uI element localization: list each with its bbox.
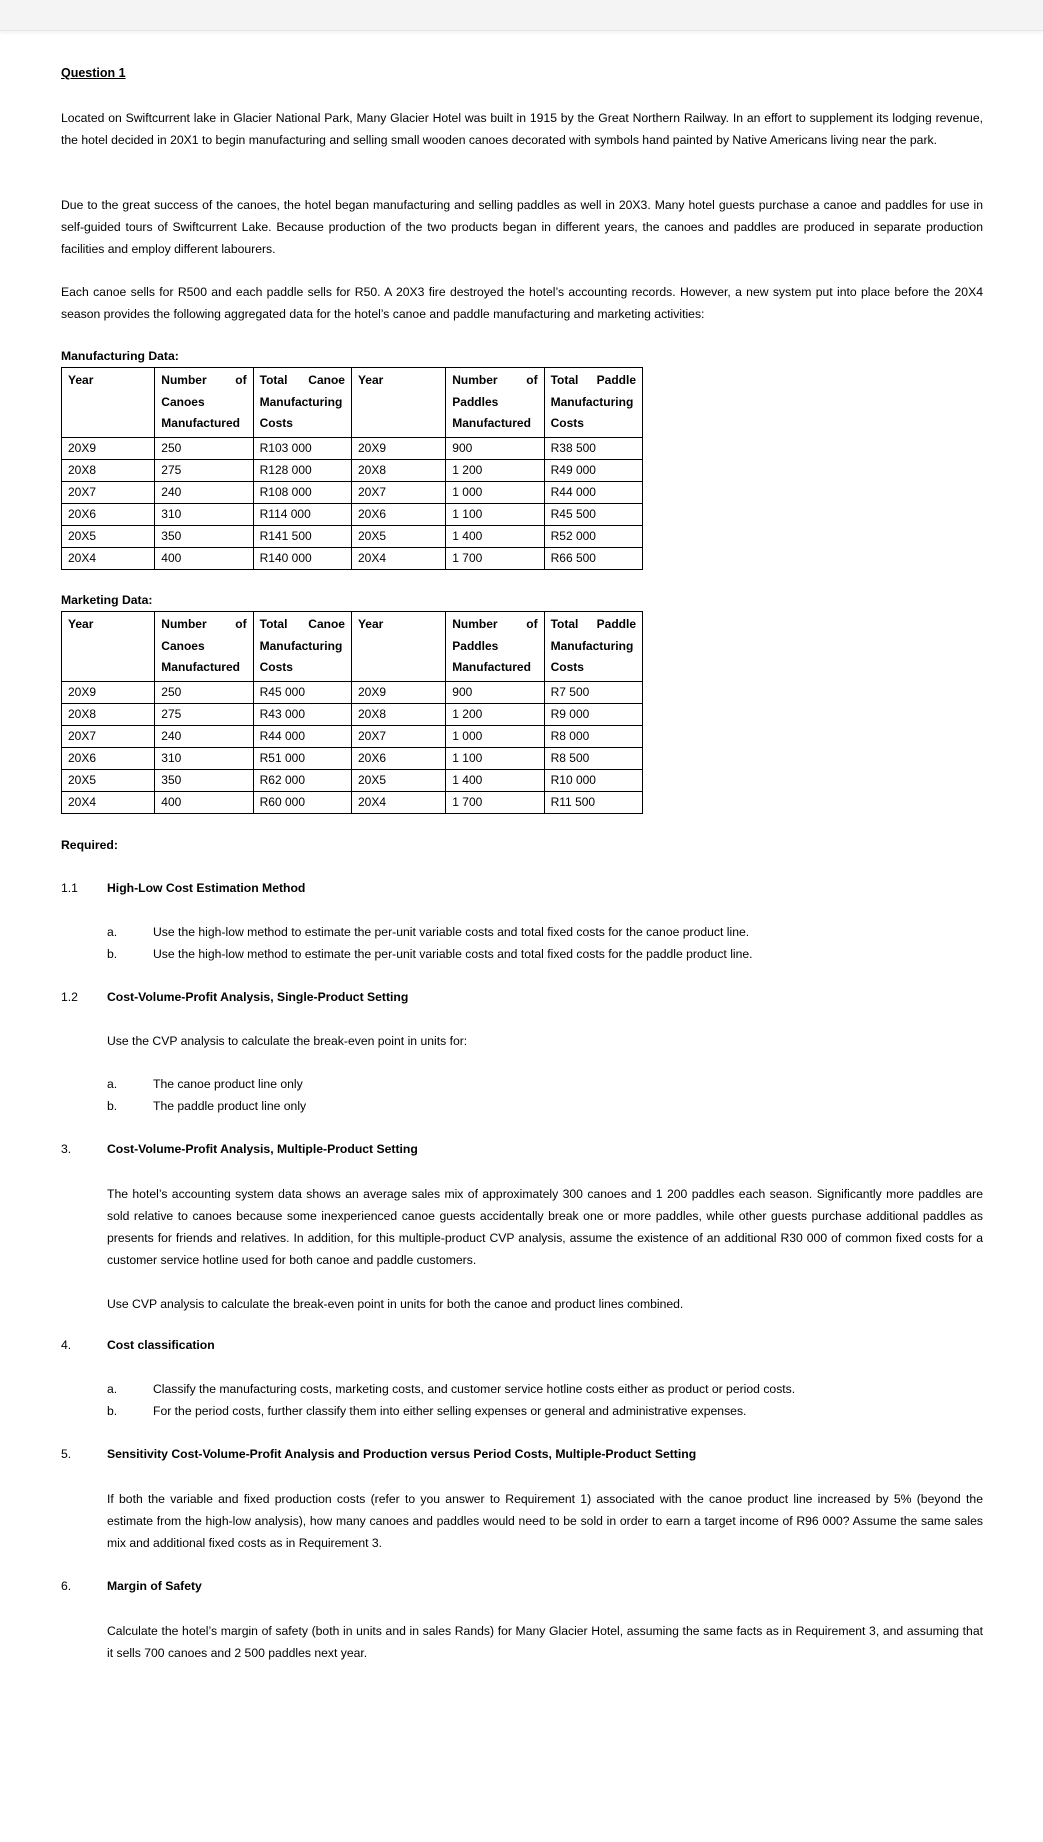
- header-paddles: Number of Paddles Manufactured: [446, 368, 544, 438]
- section-number: 1.2: [61, 990, 78, 1004]
- header-canoes: Number of Canoes Manufactured: [155, 612, 253, 682]
- header-year-2: Year: [351, 612, 445, 682]
- intro-paragraph-1: Located on Swiftcurrent lake in Glacier National Park, Many Glacier Hotel was built in 1915 by the Great Northern Railway. In an effort to supplement its lodging revenue, the hotel decided in 20X1 to begin manufacturing and selling small wooden canoes decorated with symbols hand painted by Native Americans living near the park.: [61, 111, 983, 147]
- table-cell: 275: [155, 459, 253, 481]
- table-cell: R103 000: [253, 437, 351, 459]
- manufacturing-table: [61, 367, 643, 570]
- table-cell: R141 500: [253, 525, 351, 547]
- table-cell: R51 000: [253, 747, 351, 769]
- table-cell: 1 400: [446, 525, 544, 547]
- table-cell: R49 000: [544, 459, 642, 481]
- table-cell: 20X5: [351, 525, 445, 547]
- table-cell: 20X8: [351, 703, 445, 725]
- table-row: [62, 525, 643, 547]
- table-cell: 400: [155, 791, 253, 813]
- table-cell: 20X5: [62, 525, 155, 547]
- table-cell: R44 000: [544, 481, 642, 503]
- table-cell: 1 100: [446, 503, 544, 525]
- item-label: b.: [107, 947, 118, 961]
- table-cell: 20X8: [62, 703, 155, 725]
- table-cell: 1 700: [446, 791, 544, 813]
- table-cell: R11 500: [544, 791, 642, 813]
- table-cell: 275: [155, 703, 253, 725]
- item-text: The paddle product line only: [153, 1099, 307, 1113]
- table-cell: 20X4: [62, 791, 155, 813]
- table-cell: 20X9: [62, 681, 155, 703]
- table-cell: 20X7: [351, 481, 445, 503]
- table-cell: 250: [155, 681, 253, 703]
- table-row: [62, 459, 643, 481]
- table-cell: R52 000: [544, 525, 642, 547]
- table-cell: 20X9: [351, 681, 445, 703]
- table-cell: 310: [155, 503, 253, 525]
- table-cell: 310: [155, 747, 253, 769]
- table-row: [62, 725, 643, 747]
- manufacturing-data-label: Manufacturing Data:: [61, 349, 179, 363]
- table-cell: 20X6: [62, 503, 155, 525]
- table-cell: R10 000: [544, 769, 642, 791]
- table-cell: 20X8: [62, 459, 155, 481]
- item-text: For the period costs, further classify them into either selling expenses or general and administrative expenses.: [153, 1404, 747, 1418]
- section-title: High-Low Cost Estimation Method: [107, 881, 306, 895]
- section-title: Cost-Volume-Profit Analysis, Single-Product Setting: [107, 990, 409, 1004]
- header-paddles: Number of Paddles Manufactured: [446, 612, 544, 682]
- table-row: [62, 481, 643, 503]
- table-cell: 250: [155, 437, 253, 459]
- table-cell: R8 500: [544, 747, 642, 769]
- marketing-table: [61, 611, 643, 814]
- header-year-2: Year: [351, 368, 445, 438]
- section-paragraph: The hotel’s accounting system data shows an average sales mix of approximately 300 canoes and 1 200 paddles each season. Significantly more paddles are sold relative to canoes because some inexperienced canoe guests accidentally break one or more paddles, while other guests purchase additional paddles as presents for friends and relatives. In addition, for this multiple-product CVP analysis, assume the existence of an additional R30 000 of common fixed costs for a customer service hotline used for both canoe and paddle customers.: [107, 1187, 983, 1267]
- section-paragraph: Use CVP analysis to calculate the break-even point in units for both the canoe and product lines combined.: [107, 1297, 684, 1311]
- table-cell: 20X4: [62, 547, 155, 569]
- item-text: Use the high-low method to estimate the per-unit variable costs and total fixed costs for the canoe product line.: [153, 925, 750, 939]
- item-label: a.: [107, 925, 118, 939]
- section-title: Sensitivity Cost-Volume-Profit Analysis and Production versus Period Costs, Multiple-Product Setting: [107, 1447, 697, 1461]
- table-cell: 20X6: [351, 747, 445, 769]
- table-cell: 1 700: [446, 547, 544, 569]
- item-text: Use the high-low method to estimate the per-unit variable costs and total fixed costs for the paddle product line.: [153, 947, 753, 961]
- table-row: [62, 503, 643, 525]
- item-label: b.: [107, 1404, 118, 1418]
- table-cell: 20X7: [62, 481, 155, 503]
- table-cell: 350: [155, 769, 253, 791]
- section-title: Cost classification: [107, 1338, 215, 1352]
- table-cell: 20X8: [351, 459, 445, 481]
- table-cell: 20X6: [351, 503, 445, 525]
- table-row: [62, 547, 643, 569]
- table-cell: R45 000: [253, 681, 351, 703]
- table-header-row: [62, 368, 643, 438]
- intro-paragraph-3: Each canoe sells for R500 and each paddle sells for R50. A 20X3 fire destroyed the hotel’s accounting records. However, a new system put into place before the 20X4 season provides the following aggregated data for the hotel’s canoe and paddle manufacturing and marketing activities:: [61, 285, 983, 321]
- table-cell: R128 000: [253, 459, 351, 481]
- table-cell: 20X9: [351, 437, 445, 459]
- table-cell: R9 000: [544, 703, 642, 725]
- table-cell: R66 500: [544, 547, 642, 569]
- table-cell: 900: [446, 437, 544, 459]
- section-paragraph: Calculate the hotel’s margin of safety (both in units and in sales Rands) for Many Glacier Hotel, assuming the same facts as in Requirement 3, and assuming that it sells 700 canoes and 2 500 paddles next year.: [107, 1624, 983, 1660]
- section-title: Margin of Safety: [107, 1579, 202, 1593]
- table-cell: 240: [155, 481, 253, 503]
- section-number: 1.1: [61, 881, 78, 895]
- table-cell: 20X5: [351, 769, 445, 791]
- section-number: 6.: [61, 1579, 72, 1593]
- section-intro: Use the CVP analysis to calculate the break-even point in units for:: [107, 1034, 468, 1048]
- table-cell: 20X4: [351, 547, 445, 569]
- item-label: a.: [107, 1382, 118, 1396]
- question-title: Question 1: [61, 66, 126, 80]
- table-cell: 1 400: [446, 769, 544, 791]
- table-cell: R38 500: [544, 437, 642, 459]
- table-cell: R114 000: [253, 503, 351, 525]
- table-row: [62, 791, 643, 813]
- table-cell: 20X6: [62, 747, 155, 769]
- table-cell: R45 500: [544, 503, 642, 525]
- table-cell: R62 000: [253, 769, 351, 791]
- header-canoe-costs: Total Canoe Manufacturing Costs: [253, 612, 351, 682]
- item-text: The canoe product line only: [153, 1077, 303, 1091]
- table-cell: 1 200: [446, 703, 544, 725]
- marketing-data-label: Marketing Data:: [61, 593, 153, 607]
- table-cell: 1 000: [446, 481, 544, 503]
- table-cell: R7 500: [544, 681, 642, 703]
- table-header-row: [62, 612, 643, 682]
- table-cell: 20X9: [62, 437, 155, 459]
- header-canoe-costs: Total Canoe Manufacturing Costs: [253, 368, 351, 438]
- table-cell: 20X7: [351, 725, 445, 747]
- table-cell: R60 000: [253, 791, 351, 813]
- section-number: 3.: [61, 1142, 72, 1156]
- table-cell: R43 000: [253, 703, 351, 725]
- table-row: [62, 769, 643, 791]
- table-row: [62, 437, 643, 459]
- table-cell: R44 000: [253, 725, 351, 747]
- table-cell: 20X7: [62, 725, 155, 747]
- viewer-toolbar: [0, 0, 1043, 31]
- table-cell: 400: [155, 547, 253, 569]
- section-paragraph: If both the variable and fixed production costs (refer to you answer to Requirement 1) associated with the canoe product line increased by 5% (beyond the estimate from the high-low analysis), how many canoes and paddles would need to be sold in order to earn a target income of R96 000? Assume the same sales mix and additional fixed costs as in Requirement 3.: [107, 1492, 983, 1550]
- header-paddle-costs: Total Paddle Manufacturing Costs: [544, 368, 642, 438]
- section-number: 5.: [61, 1447, 72, 1461]
- header-canoes: Number of Canoes Manufactured: [155, 368, 253, 438]
- header-year: Year: [62, 612, 155, 682]
- table-cell: 1 100: [446, 747, 544, 769]
- table-cell: 20X5: [62, 769, 155, 791]
- table-cell: R108 000: [253, 481, 351, 503]
- section-title: Cost-Volume-Profit Analysis, Multiple-Product Setting: [107, 1142, 418, 1156]
- table-cell: 240: [155, 725, 253, 747]
- table-cell: R140 000: [253, 547, 351, 569]
- table-cell: 1 200: [446, 459, 544, 481]
- header-year: Year: [62, 368, 155, 438]
- table-cell: 900: [446, 681, 544, 703]
- intro-paragraph-2: Due to the great success of the canoes, the hotel began manufacturing and selling paddles as well in 20X3. Many hotel guests purchase a canoe and paddles for use in self-guided tours of Swiftcurrent Lake. Because production of the two products began in different years, the canoes and paddles are produced in separate production facilities and employ different labourers.: [61, 198, 983, 256]
- item-text: Classify the manufacturing costs, marketing costs, and customer service hotline costs either as product or period costs.: [153, 1382, 796, 1396]
- table-row: [62, 681, 643, 703]
- section-number: 4.: [61, 1338, 72, 1352]
- table-cell: 20X4: [351, 791, 445, 813]
- item-label: b.: [107, 1099, 118, 1113]
- table-row: [62, 703, 643, 725]
- table-cell: 350: [155, 525, 253, 547]
- table-cell: R8 000: [544, 725, 642, 747]
- required-heading: Required:: [61, 838, 118, 852]
- item-label: a.: [107, 1077, 118, 1091]
- table-row: [62, 747, 643, 769]
- table-cell: 1 000: [446, 725, 544, 747]
- header-paddle-costs: Total Paddle Manufacturing Costs: [544, 612, 642, 682]
